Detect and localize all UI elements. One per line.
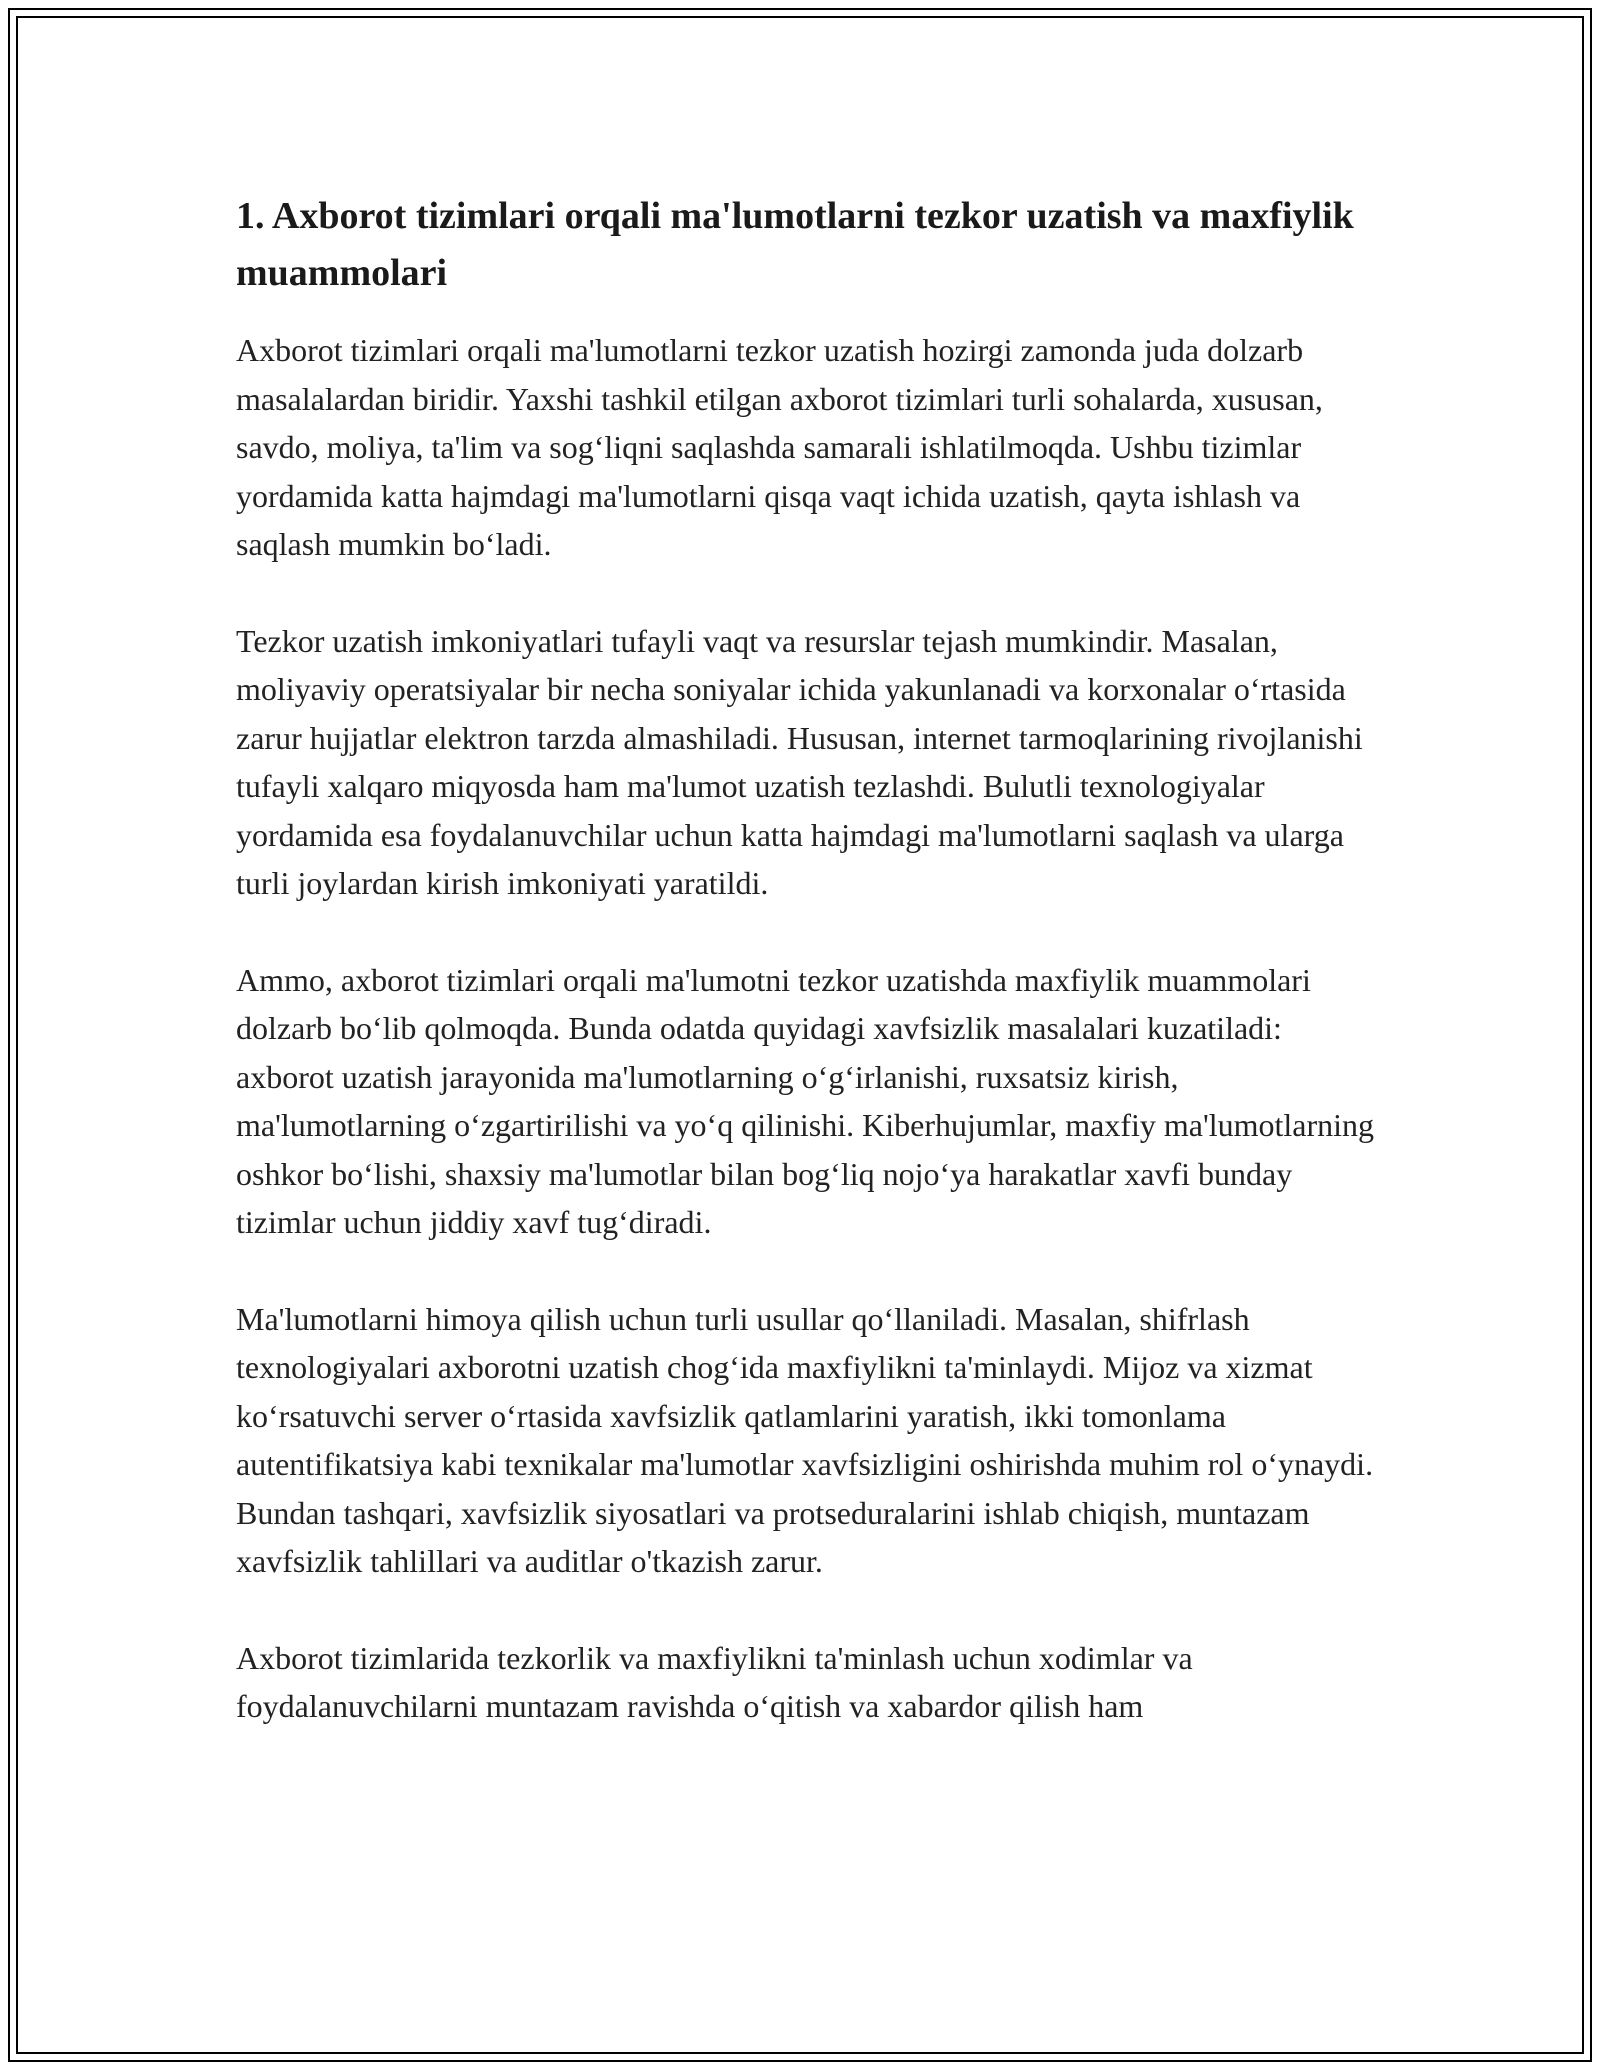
paragraph: Axborot tizimlarida tezkorlik va maxfiylikni ta'minlash uchun xodimlar va foydalanuvchilarni muntazam ravishda o‘qitish va xabardor qilish ham (236, 1639, 1193, 1724)
paragraph: Axborot tizimlari orqali ma'lumotlarni tezkor uzatish hozirgi zamonda juda dolzarb masalalardan biridir. Yaxshi tashkil etilgan axborot tizimlari turli sohalarda, xususan, savdo, moliya, ta'lim va sog‘liqni saqlashda samarali ishlatilmoqda. Ushbu tizimlar yordamida katta hajmdagi ma'lumotlarni qisqa vaqt ichida uzatish, qayta ishlash va saqlash mumkin bo‘ladi. (236, 332, 1323, 562)
paragraph: Ammo, axborot tizimlari orqali ma'lumotni tezkor uzatishda maxfiylik muammolari dolzarb bo‘lib qolmoqda. Bunda odatda quyidagi xavfsizlik masalalari kuzatiladi: axborot uzatish jarayonida ma'lumotlarning o‘g‘irlanishi, ruxsatsiz kirish, ma'lumotlarning o‘zgartirilishi va yo‘q qilinishi. Kiberhujumlar, maxfiy ma'lumotlarning oshkor bo‘lishi, shaxsiy ma'lumotlar bilan bog‘liq nojo‘ya harakatlar xavfi bunday tizimlar uchun jiddiy xavf tug‘diradi. (236, 961, 1375, 1240)
paragraph: Tezkor uzatish imkoniyatlari tufayli vaqt va resurslar tejash mumkindir. Masalan, moliyaviy operatsiyalar bir necha soniyalar ichida yakunlanadi va korxonalar o‘rtasida zarur hujjatlar elektron tarzda almashiladi. Hususan, internet tarmoqlarining rivojlanishi tufayli xalqaro miqyosda ham ma'lumot uzatish tezlashdi. Bulutli texnologiyalar yordamida esa foydalanuvchilar uchun katta hajmdagi ma'lumotlarni saqlash va ularga turli joylardan kirish imkoniyati yaratildi. (236, 622, 1363, 901)
section-heading: 1. Axborot tizimlari orqali ma'lumotlarni tezkor uzatish va maxfiylik muammolari (236, 195, 1354, 294)
document-body (236, 188, 1386, 1779)
paragraph: Ma'lumotlarni himoya qilish uchun turli usullar qo‘llaniladi. Masalan, shifrlash texnologiyalari axborotni uzatish chog‘ida maxfiylikni ta'minlaydi. Mijoz va xizmat ko‘rsatuvchi server o‘rtasida xavfsizlik qatlamlarini yaratish, ikki tomonlama autentifikatsiya kabi texnikalar ma'lumotlar xavfsizligini oshirishda muhim rol o‘ynaydi. Bundan tashqari, xavfsizlik siyosatlari va protseduralarini ishlab chiqish, muntazam xavfsizlik tahlillari va auditlar o'tkazish zarur. (236, 1300, 1374, 1579)
